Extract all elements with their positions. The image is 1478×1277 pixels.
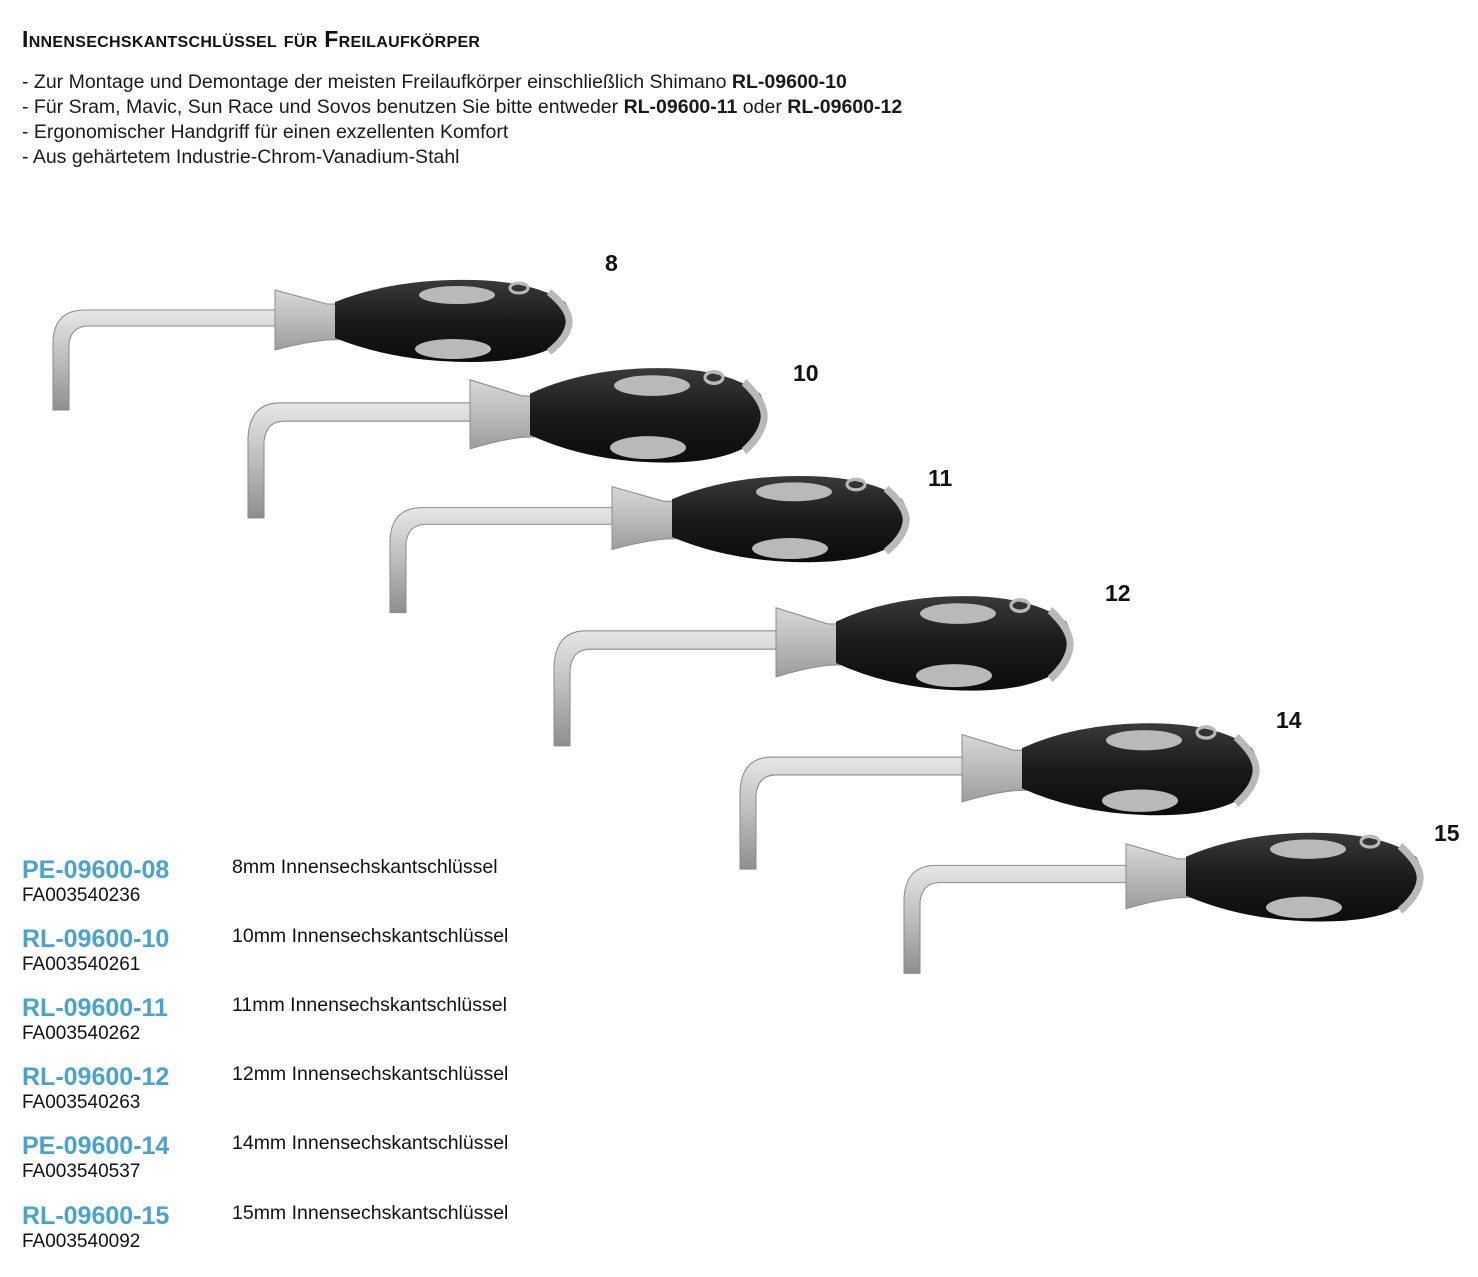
product-description: 11mm Innensechskantschlüssel [232,994,507,1016]
feature-text: - Für Sram, Mavic, Sun Race und Sovos benutzen Sie bitte entweder [22,96,624,118]
product-code: RL-09600-10 [22,925,170,953]
size-label-12: 12 [1105,580,1131,606]
page-title: Innensechskantschlüssel für Freilaufkörper [22,26,481,52]
product-code: RL-09600-12 [22,1063,170,1091]
product-description: 8mm Innensechskantschlüssel [232,856,498,878]
product-fa-number: FA003540236 [22,885,141,906]
feature-text: - Ergonomischer Handgriff für einen exzellenten Komfort [22,121,509,143]
size-label-8: 8 [605,250,618,276]
product-fa-number: FA003540092 [22,1231,141,1252]
product-row [22,1063,622,1115]
feature-text: - Zur Montage und Demontage der meisten Freilaufkörper einschließlich Shimano [22,71,732,93]
product-row [22,1202,622,1254]
product-fa-number: FA003540261 [22,954,141,975]
size-label-11: 11 [928,465,953,491]
size-label-14: 14 [1276,707,1302,733]
product-fa-number: FA003540262 [22,1023,141,1044]
product-description: 10mm Innensechskantschlüssel [232,925,509,947]
product-row [22,1132,622,1184]
product-row [22,925,622,977]
product-code: RL-09600-15 [22,1202,170,1230]
wrench-12mm [554,596,1072,746]
feature-text: oder [737,96,788,118]
feature-code: RL-09600-11 [623,96,738,118]
product-fa-number: FA003540263 [22,1092,141,1113]
product-code: PE-09600-08 [22,856,170,884]
product-code: RL-09600-11 [22,994,168,1022]
wrench-14mm [740,723,1258,869]
product-row [22,856,622,908]
feature-code: RL-09600-12 [787,96,903,118]
product-code: PE-09600-14 [22,1132,170,1160]
size-label-15: 15 [1434,820,1460,846]
product-description: 14mm Innensechskantschlüssel [232,1132,509,1154]
wrench-15mm [904,833,1422,974]
product-description: 12mm Innensechskantschlüssel [232,1063,509,1085]
feature-code: RL-09600-10 [731,71,847,93]
wrench-11mm [390,476,908,613]
size-label-10: 10 [793,360,819,386]
product-description: 15mm Innensechskantschlüssel [232,1202,509,1224]
feature-text: - Aus gehärtetem Industrie-Chrom-Vanadium-Stahl [22,146,460,168]
product-fa-number: FA003540537 [22,1161,141,1182]
product-row [22,994,622,1046]
